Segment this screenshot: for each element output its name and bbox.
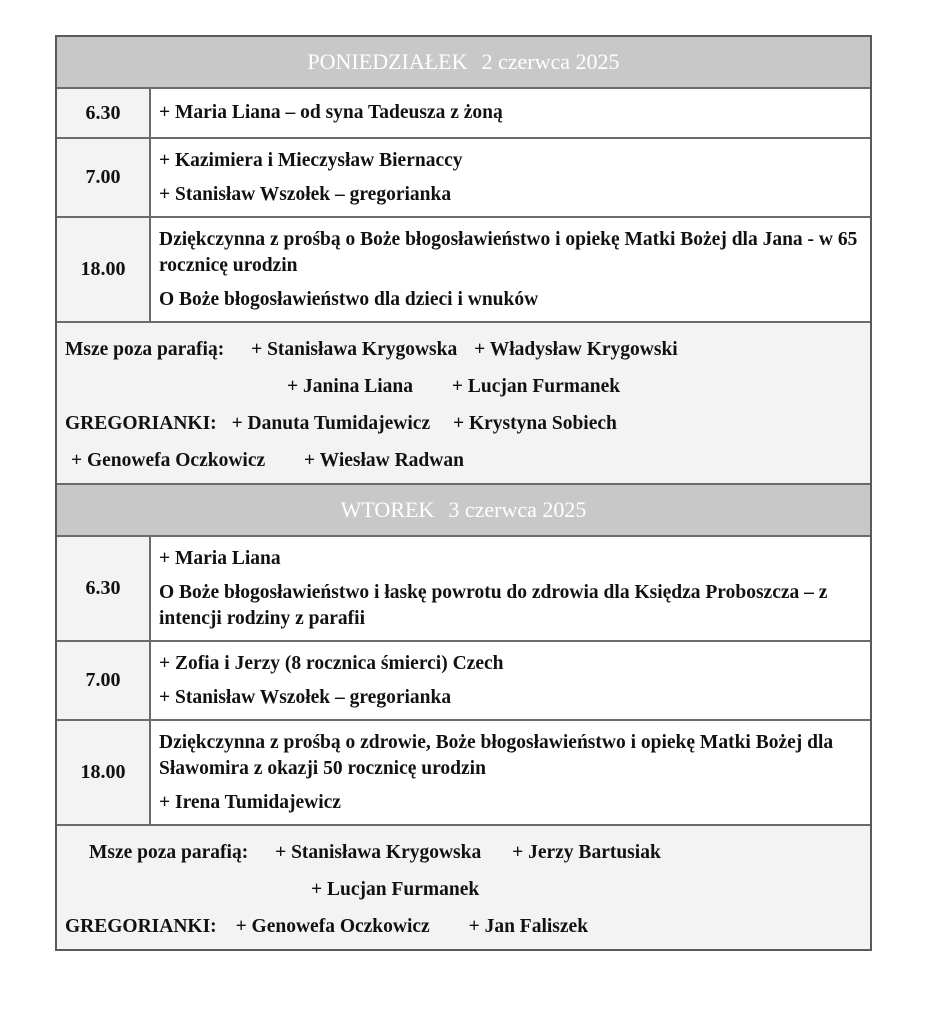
day-header-monday — [57, 37, 870, 89]
day-name: WTOREK — [340, 497, 435, 522]
outside-parish-line-1 — [65, 331, 862, 368]
outside-parish-name: + Lucjan Furmanek — [311, 879, 480, 900]
mass-schedule-table — [55, 35, 872, 951]
mass-time: 6.30 — [57, 537, 151, 640]
mass-row — [57, 537, 870, 642]
gregorian-label: GREGORIANKI: — [65, 916, 217, 937]
mass-intentions — [151, 642, 870, 719]
gregorian-line-2 — [65, 442, 862, 479]
outside-parish-section — [57, 323, 870, 485]
gregorian-line-1 — [65, 908, 862, 945]
gregorian-name: + Jan Faliszek — [468, 916, 589, 937]
gregorian-name: + Genowefa Oczkowicz — [71, 450, 266, 471]
intention: + Stanisław Wszołek – gregorianka — [159, 687, 452, 708]
outside-parish-name: + Stanisława Krygowska — [251, 339, 458, 360]
outside-parish-line-1 — [65, 834, 862, 871]
gregorian-line-1 — [65, 405, 862, 442]
mass-row — [57, 89, 870, 139]
mass-time: 6.30 — [57, 89, 151, 137]
gregorian-name: + Wiesław Radwan — [304, 450, 464, 471]
intention: O Boże błogosławieństwo dla dzieci i wnuków — [159, 289, 539, 310]
intention: O Boże błogosławieństwo i łaskę powrotu do zdrowia dla Księdza Proboszcza – z intencji rodziny z parafii — [159, 582, 828, 629]
mass-intentions — [151, 218, 870, 321]
outside-parish-name: + Jerzy Bartusiak — [512, 842, 661, 863]
mass-row — [57, 721, 870, 826]
outside-parish-name: + Lucjan Furmanek — [451, 376, 621, 397]
outside-parish-line-2 — [65, 368, 862, 405]
day-date: 2 czerwca 2025 — [481, 49, 620, 74]
mass-intentions — [151, 537, 870, 640]
gregorian-name: + Danuta Tumidajewicz — [231, 413, 431, 434]
outside-parish-name: + Janina Liana — [287, 376, 413, 397]
mass-row — [57, 642, 870, 721]
day-name: PONIEDZIAŁEK — [307, 49, 468, 74]
mass-intentions — [151, 139, 870, 216]
outside-parish-name: + Stanisława Krygowska — [275, 842, 482, 863]
mass-intentions — [151, 89, 870, 137]
intention: Dziękczynna z prośbą o Boże błogosławieństwo i opiekę Matki Bożej dla Jana - w 65 rocznicę urodzin — [159, 229, 858, 276]
gregorian-name: + Krystyna Sobiech — [453, 413, 617, 434]
mass-row — [57, 139, 870, 218]
outside-parish-section — [57, 826, 870, 949]
outside-parish-label: Msze poza parafią: — [65, 339, 225, 360]
mass-time: 18.00 — [57, 721, 151, 824]
intention: + Stanisław Wszołek – gregorianka — [159, 184, 452, 205]
intention: Dziękczynna z prośbą o zdrowie, Boże błogosławieństwo i opiekę Matki Bożej dla Sławomira z okazji 50 rocznicę urodzin — [159, 732, 834, 779]
day-header-tuesday — [57, 485, 870, 537]
intention: + Maria Liana — [159, 548, 281, 569]
intention: + Maria Liana – od syna Tadeusza z żoną — [159, 102, 503, 123]
intention: + Kazimiera i Mieczysław Biernaccy — [159, 150, 463, 171]
day-date: 3 czerwca 2025 — [448, 497, 587, 522]
intention: + Zofia i Jerzy (8 rocznica śmierci) Czech — [159, 653, 504, 674]
outside-parish-line-2 — [65, 871, 862, 908]
mass-time: 18.00 — [57, 218, 151, 321]
mass-time: 7.00 — [57, 642, 151, 719]
mass-row — [57, 218, 870, 323]
intention: + Irena Tumidajewicz — [159, 792, 341, 813]
mass-time: 7.00 — [57, 139, 151, 216]
outside-parish-label: Msze poza parafią: — [89, 842, 249, 863]
mass-intentions — [151, 721, 870, 824]
outside-parish-name: + Władysław Krygowski — [474, 339, 678, 360]
gregorian-label: GREGORIANKI: — [65, 413, 217, 434]
gregorian-name: + Genowefa Oczkowicz — [235, 916, 430, 937]
